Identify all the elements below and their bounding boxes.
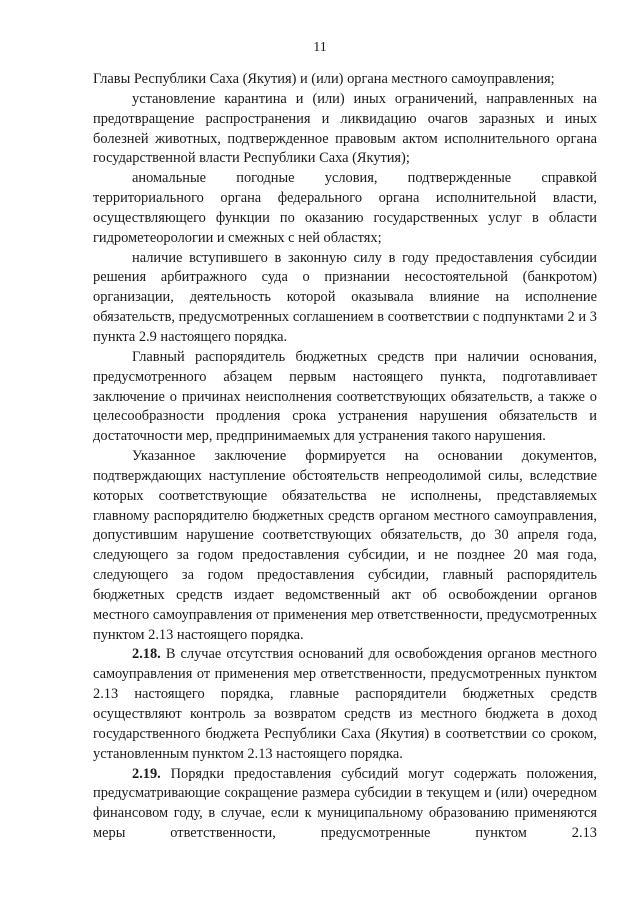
document-body — [93, 70, 597, 844]
clause-text: В случае отсутствия оснований для освобождения органов местного самоуправления от применения мер ответственности, предусмотренных пунктом 2.13 настоящего порядка, главные распорядители бюджетных средств осуществляют контроль за возвратом средств из местного бюджета в доход государственного бюджета Республики Саха (Якутия) в соответствии со сроком, установленным пунктом 2.13 настоящего порядка. — [93, 646, 597, 762]
paragraph: установление карантина и (или) иных ограничений, направленных на предотвращение распространения и ликвидацию очагов заразных и иных болезней животных, подтвержденное правовым актом исполнительного органа государственной власти Республики Саха (Якутия); — [93, 90, 597, 167]
paragraph: Указанное заключение формируется на основании документов, подтверждающих наступление обстоятельств непреодолимой силы, вследствие которых соответствующие обязательства не исполнены, представляемых главному распорядителю бюджетных средств органом местного самоуправления, допустившим нарушение соответствующих обязательств, до 30 апреля года, следующего за годом предоставления субсидии, и не позднее 20 мая года, следующего за годом предоставления субсидии, главный распорядитель бюджетных средств издает ведомственный акт об освобождении органов местного самоуправления от применения мер ответственности, предусмотренных пунктом 2.13 настоящего порядка. — [93, 448, 597, 643]
paragraph: аномальные погодные условия, подтвержденные справкой территориального органа федерального органа исполнительной власти, осуществляющего функции по оказанию государственных услуг в области гидрометеорологии и смежных с ней областях; — [93, 170, 597, 246]
clause-number: 2.19. — [132, 765, 161, 782]
paragraph: Главы Республики Саха (Якутия) и (или) органа местного самоуправления; — [93, 71, 555, 87]
paragraph: Главный распорядитель бюджетных средств при наличии основания, предусмотренного абзацем первым настоящего пункта, подготавливает заключение о причинах неисполнения соответствующих обязательств, а также о целесообразности продления срока устранения нарушения обязательств и достаточности мер, предпринимаемых для устранения такого нарушения. — [93, 348, 597, 445]
numbered-paragraph — [93, 765, 597, 844]
page-number: 11 — [313, 40, 327, 55]
paragraph: наличие вступившего в законную силу в году предоставления субсидии решения арбитражного суда о признании несостоятельной (банкротом) организации, деятельность которой оказывала влияние на исполнение обязательств, предусмотренных соглашением в соответствии с подпунктами 2 и 3 пункта 2.9 настоящего порядка. — [93, 249, 597, 345]
clause-number: 2.18. — [132, 646, 161, 663]
numbered-paragraph — [93, 645, 597, 764]
clause-text: Порядки предоставления субсидий могут содержать положения, предусматривающие сокращение размера субсидии в текущем и (или) очередном финансовом году, в случае, если к муниципальному образованию применяются меры ответственности, предусмотренные пунктом 2.13 — [93, 765, 597, 842]
